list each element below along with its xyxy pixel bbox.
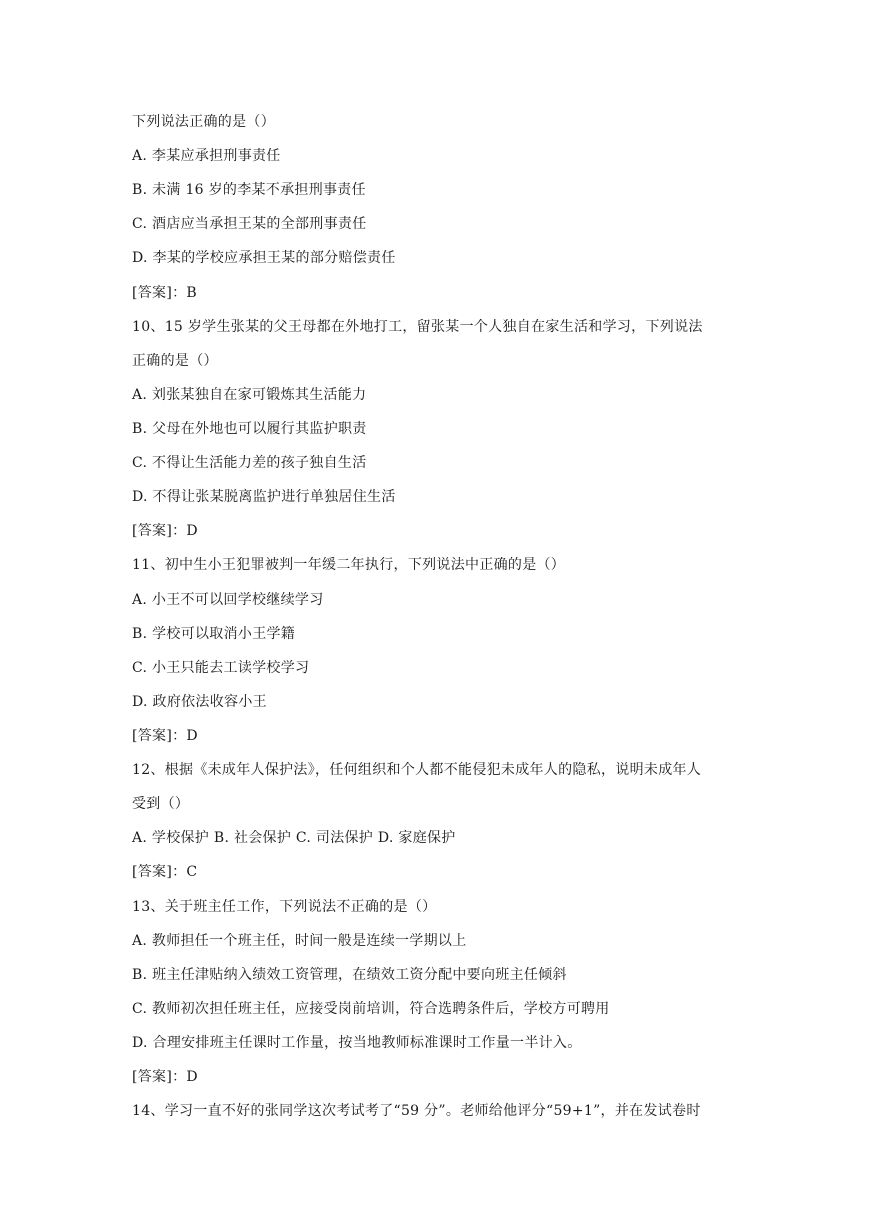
question-13-option-a: A. 教师担任一个班主任，时间一般是连续一学期以上: [132, 933, 467, 949]
question-12-answer: [答案]：C: [132, 864, 198, 880]
question-11-option-a: A. 小王不可以回学校继续学习: [132, 592, 324, 608]
question-10-option-c: C. 不得让生活能力差的孩子独自生活: [132, 455, 367, 471]
question-9-option-c: C. 酒店应当承担王某的全部刑事责任: [132, 216, 367, 232]
question-9-option-b: B. 未满 16 岁的李某不承担刑事责任: [132, 182, 366, 198]
question-9-option-d: D. 李某的学校应承担王某的部分赔偿责任: [132, 250, 396, 266]
question-14-stem: 14、学习一直不好的张同学这次考试考了“59 分”。老师给他评分“59+1”，并在发试卷时: [132, 1103, 701, 1119]
question-11-stem: 11、初中生小王犯罪被判一年缓二年执行，下列说法中正确的是（）: [132, 557, 566, 573]
question-13-option-d: D. 合理安排班主任课时工作量，按当地教师标准课时工作量一半计入。: [132, 1035, 582, 1051]
question-11-answer: [答案]：D: [132, 728, 198, 744]
question-9-option-a: A. 李某应承担刑事责任: [132, 148, 281, 164]
question-13-option-b: B. 班主任津贴纳入绩效工资管理，在绩效工资分配中要向班主任倾斜: [132, 967, 567, 983]
question-10-option-a: A. 刘张某独自在家可锻炼其生活能力: [132, 387, 367, 403]
question-10-answer: [答案]：D: [132, 523, 198, 539]
question-10-option-b: B. 父母在外地也可以履行其监护职责: [132, 421, 367, 437]
question-13-option-c: C. 教师初次担任班主任，应接受岗前培训，符合选聘条件后，学校方可聘用: [132, 1001, 610, 1017]
question-10-option-d: D. 不得让张某脱离监护进行单独居住生活: [132, 489, 396, 505]
question-12-stem: 12、根据《未成年人保护法》，任何组织和个人都不能侵犯未成年人的隐私，说明未成年人: [132, 762, 702, 778]
question-10-stem-cont: 正确的是（）: [132, 353, 218, 369]
question-9-answer: [答案]：B: [132, 285, 198, 301]
question-12-options: A. 学校保护 B. 社会保护 C. 司法保护 D. 家庭保护: [132, 830, 456, 846]
question-13-stem: 13、关于班主任工作，下列说法不正确的是（）: [132, 899, 437, 915]
question-12-stem-cont: 受到（）: [132, 796, 190, 812]
question-13-answer: [答案]：D: [132, 1069, 198, 1085]
question-11-option-c: C. 小王只能去工读学校学习: [132, 660, 310, 676]
question-11-option-d: D. 政府依法收容小王: [132, 694, 267, 710]
question-11-option-b: B. 学校可以取消小王学籍: [132, 626, 296, 642]
question-9-stem-end: 下列说法正确的是（）: [132, 114, 275, 130]
question-10-stem: 10、15 岁学生张某的父王母都在外地打工，留张某一个人独自在家生活和学习，下列说法: [132, 319, 703, 335]
